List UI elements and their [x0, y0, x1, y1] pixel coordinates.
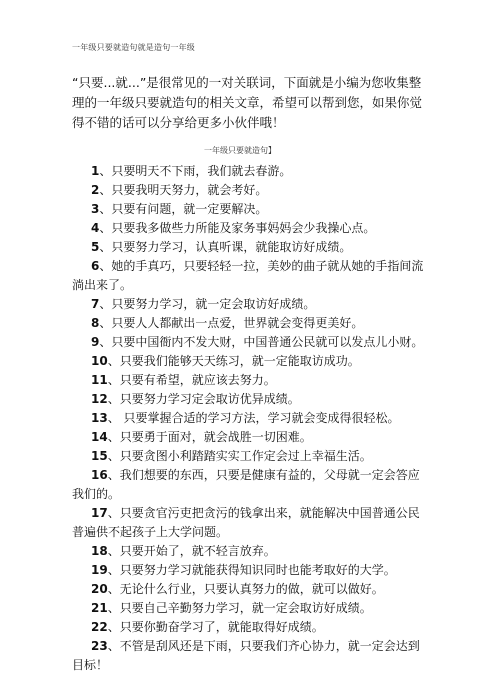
section-title: 一年级只要就造句】	[204, 146, 276, 155]
list-item	[72, 409, 424, 428]
item-number: 2	[91, 183, 100, 197]
item-number: 20	[91, 582, 108, 596]
item-number: 13	[91, 411, 108, 425]
item-number: 19	[91, 563, 108, 577]
item-text: 、无论什么行业，只要认真努力的做，就可以做好。	[107, 582, 384, 596]
item-text: 、只要努力学习定会取访优异成绩。	[107, 392, 300, 406]
list-item	[72, 314, 424, 333]
list-item	[72, 219, 424, 238]
item-text: 、只要中国衙内不发大财，中国普通公民就可以发点儿小财。	[99, 335, 424, 349]
item-text: 、只要自己辛勤努力学习，就一定会取访好成绩。	[107, 601, 372, 615]
list-item	[72, 637, 424, 675]
item-text: 、只要开始了，就不轻言放弃。	[107, 544, 276, 558]
item-number: 17	[91, 506, 108, 520]
item-text: 、只要勇于面对，就会战胜一切困难。	[107, 430, 312, 444]
item-number: 11	[91, 373, 108, 387]
item-number: 4	[91, 221, 100, 235]
item-number: 21	[91, 601, 108, 615]
item-text: 、只要努力学习，认真听课，就能取访好成绩。	[99, 240, 352, 254]
item-number: 14	[91, 430, 108, 444]
list-item	[72, 162, 424, 181]
item-text: 、只要人人都献出一点爱，世界就会变得更美好。	[99, 316, 364, 330]
sentence-list	[72, 162, 424, 675]
list-item	[72, 295, 424, 314]
list-item	[72, 390, 424, 409]
list-item	[72, 542, 424, 561]
list-item	[72, 504, 424, 542]
list-item	[72, 238, 424, 257]
list-item	[72, 466, 424, 504]
list-item	[72, 181, 424, 200]
item-text: 、我们想要的东西，只要是健康有益的，父母就一定会答应我们的。	[72, 468, 420, 501]
item-number: 3	[91, 202, 100, 216]
item-text: 、只要你勤奋学习了，就能取得好成绩。	[107, 620, 324, 634]
list-item	[72, 428, 424, 447]
list-item	[72, 352, 424, 371]
item-number: 5	[91, 240, 100, 254]
list-item	[72, 580, 424, 599]
item-text: 、只要有希望，就应该去努力。	[107, 373, 276, 387]
intro-paragraph: “只要...就...”是很常见的一对关联词，下面就是小编为您收集整理的一年级只要就造句的相关文章，希望可以帮到您，如果你觉得不错的话可以分享给更多小伙伴哦！	[72, 75, 423, 130]
item-number: 7	[91, 297, 100, 311]
item-number: 8	[91, 316, 100, 330]
item-number: 16	[91, 468, 108, 482]
item-text: 、只要努力学习，就一定会取访好成绩。	[99, 297, 316, 311]
item-number: 22	[91, 620, 108, 634]
item-number: 9	[91, 335, 100, 349]
list-item	[72, 618, 424, 637]
item-text: 、只要我们能够天天练习，就一定能取访成功。	[107, 354, 360, 368]
item-number: 12	[91, 392, 108, 406]
list-item	[72, 257, 424, 295]
list-item	[72, 561, 424, 580]
item-number: 18	[91, 544, 108, 558]
item-text: 、只要努力学习就能获得知识同时也能考取好的大学。	[107, 563, 396, 577]
item-text: 、只要我多做些力所能及家务事妈妈会少我操心点。	[99, 221, 376, 235]
item-number: 10	[91, 354, 108, 368]
item-number: 23	[91, 639, 108, 653]
item-text: 、只要明天不下雨，我们就去春游。	[99, 164, 292, 178]
item-number: 1	[91, 164, 100, 178]
item-text: 、 只要掌握合适的学习方法，学习就会变成得很轻松。	[107, 411, 400, 425]
item-text: 、她的手真巧，只要轻轻一拉，美妙的曲子就从她的手指间流淌出来了。	[72, 259, 424, 292]
list-item	[72, 333, 424, 352]
item-text: 、只要贪官污吏把贪污的钱拿出来，就能解决中国普通公民普遍供不起孩子上大学问题。	[72, 506, 420, 539]
list-item	[72, 200, 424, 219]
item-text: 、只要贪图小利踏踏实实工作定会过上幸福生活。	[107, 449, 372, 463]
list-item	[72, 599, 424, 618]
list-item	[72, 447, 424, 466]
list-item	[72, 371, 424, 390]
page-header: 一年级只要就造句就是造句一年级	[72, 43, 195, 52]
item-text: 、只要有问题，就一定要解决。	[99, 202, 268, 216]
item-number: 15	[91, 449, 108, 463]
item-text: 、只要我明天努力，就会考好。	[99, 183, 268, 197]
item-text: 、不管是刮风还是下雨，只要我们齐心协力，就一定会达到目标！	[72, 639, 420, 672]
item-number: 6	[91, 259, 100, 273]
